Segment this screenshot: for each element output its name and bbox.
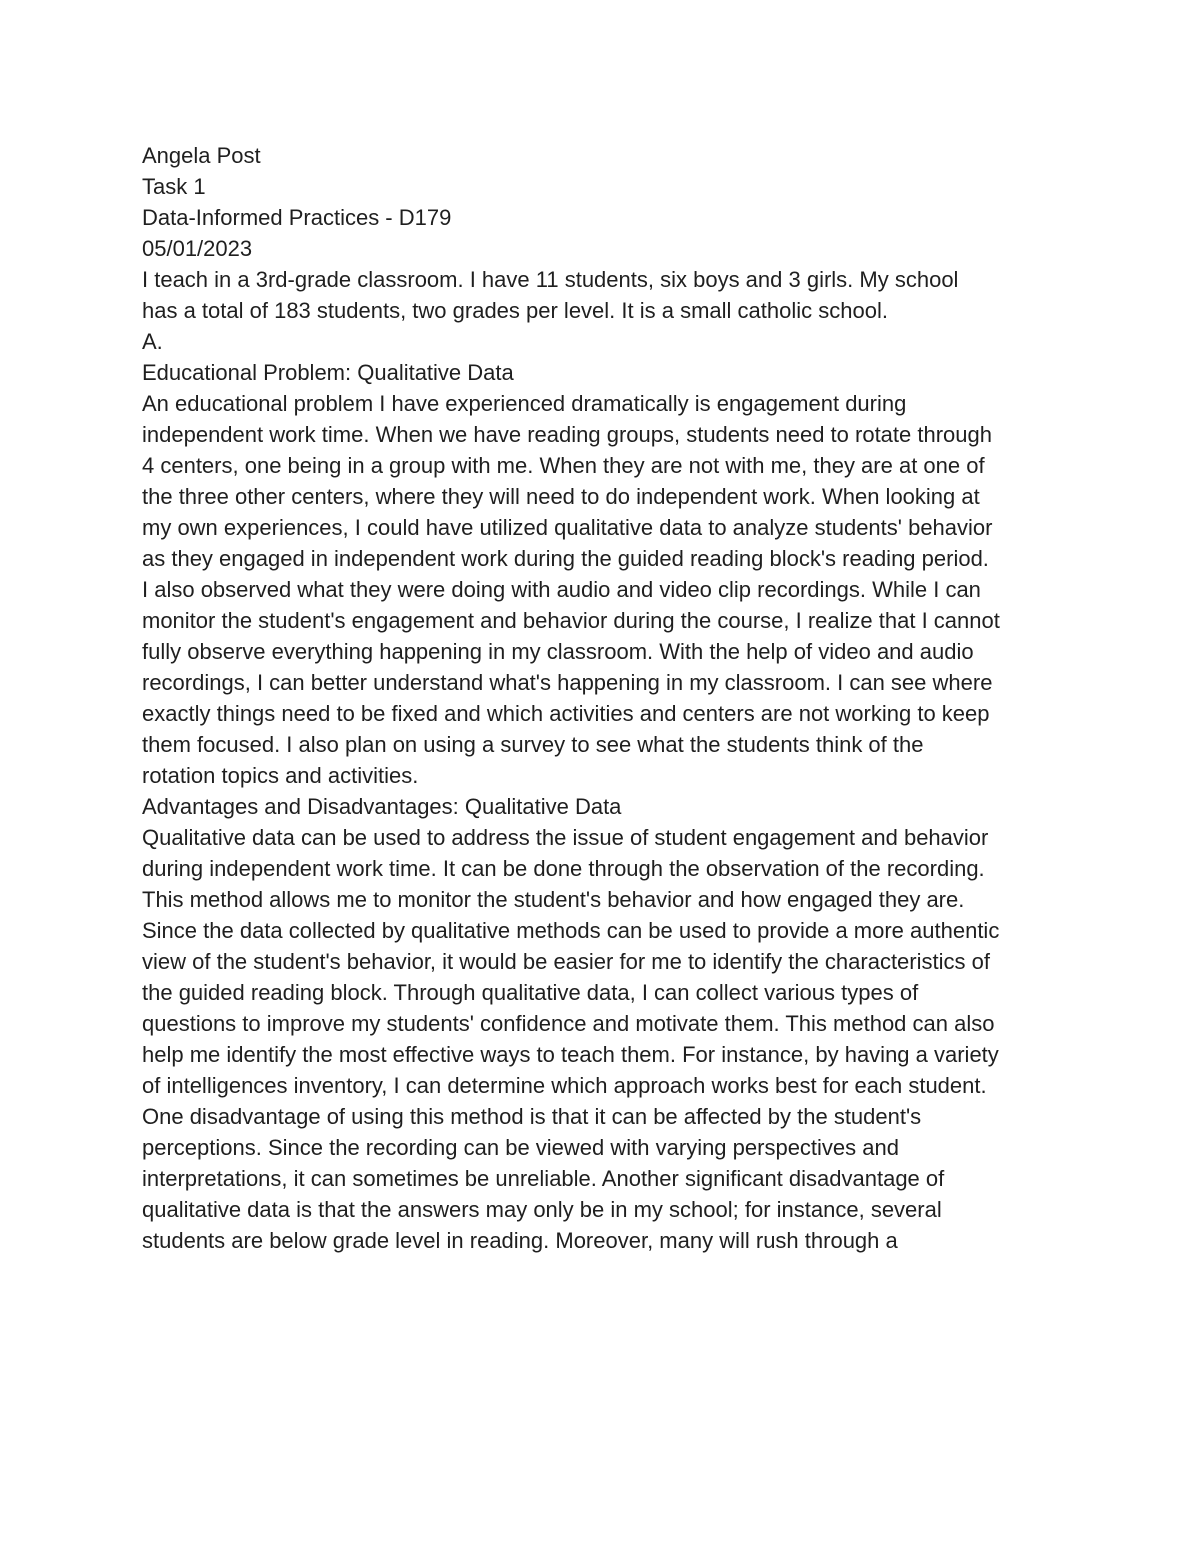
text-line: the three other centers, where they will need to do independent work. When looking at: [142, 484, 980, 509]
text-line: independent work time. When we have reading groups, students need to rotate through: [142, 422, 992, 447]
text-line: interpretations, it can sometimes be unreliable. Another significant disadvantage of: [142, 1166, 945, 1191]
course-name: Data-Informed Practices - D179: [142, 205, 452, 230]
text-line: qualitative data is that the answers may only be in my school; for instance, several: [142, 1197, 942, 1222]
section-heading-advantages: Advantages and Disadvantages: Qualitative Data: [142, 794, 622, 819]
text-line: them focused. I also plan on using a survey to see what the students think of the: [142, 732, 924, 757]
text-line: Qualitative data can be used to address the issue of student engagement and behavior: [142, 825, 989, 850]
text-line: during independent work time. It can be done through the observation of the recording.: [142, 856, 985, 881]
text-line: monitor the student's engagement and behavior during the course, I realize that I cannot: [142, 608, 1000, 633]
section-heading-educational-problem: Educational Problem: Qualitative Data: [142, 360, 514, 385]
text-line: has a total of 183 students, two grades per level. It is a small catholic school.: [142, 298, 888, 323]
text-line: Since the data collected by qualitative methods can be used to provide a more authentic: [142, 918, 1000, 943]
text-line: I also observed what they were doing with audio and video clip recordings. While I can: [142, 577, 981, 602]
text-line: of intelligences inventory, I can determine which approach works best for each student.: [142, 1073, 987, 1098]
advantages-paragraph: [142, 822, 1072, 1256]
text-line: view of the student's behavior, it would be easier for me to identify the characteristics of: [142, 949, 990, 974]
text-line: exactly things need to be fixed and which activities and centers are not working to keep: [142, 701, 990, 726]
educational-problem-paragraph: [142, 388, 1072, 791]
text-line: I teach in a 3rd-grade classroom. I have 11 students, six boys and 3 girls. My school: [142, 267, 959, 292]
author-name: Angela Post: [142, 143, 261, 168]
text-line: One disadvantage of using this method is that it can be affected by the student's: [142, 1104, 922, 1129]
text-line: the guided reading block. Through qualitative data, I can collect various types of: [142, 980, 919, 1005]
text-line: An educational problem I have experienced dramatically is engagement during: [142, 391, 907, 416]
text-line: fully observe everything happening in my classroom. With the help of video and audio: [142, 639, 974, 664]
document-page: [142, 140, 1072, 1256]
task-label: Task 1: [142, 174, 206, 199]
text-line: rotation topics and activities.: [142, 763, 419, 788]
section-letter: A.: [142, 329, 163, 354]
text-line: students are below grade level in reading. Moreover, many will rush through a: [142, 1228, 898, 1253]
text-line: This method allows me to monitor the student's behavior and how engaged they are.: [142, 887, 965, 912]
text-line: my own experiences, I could have utilized qualitative data to analyze students' behavior: [142, 515, 993, 540]
text-line: questions to improve my students' confidence and motivate them. This method can also: [142, 1011, 995, 1036]
document-header: [142, 140, 1072, 264]
text-line: help me identify the most effective ways to teach them. For instance, by having a variety: [142, 1042, 999, 1067]
text-line: as they engaged in independent work during the guided reading block's reading period.: [142, 546, 989, 571]
text-line: 4 centers, one being in a group with me. When they are not with me, they are at one of: [142, 453, 985, 478]
intro-paragraph: [142, 264, 1072, 326]
document-date: 05/01/2023: [142, 236, 253, 261]
text-line: perceptions. Since the recording can be viewed with varying perspectives and: [142, 1135, 899, 1160]
text-line: recordings, I can better understand what's happening in my classroom. I can see where: [142, 670, 993, 695]
